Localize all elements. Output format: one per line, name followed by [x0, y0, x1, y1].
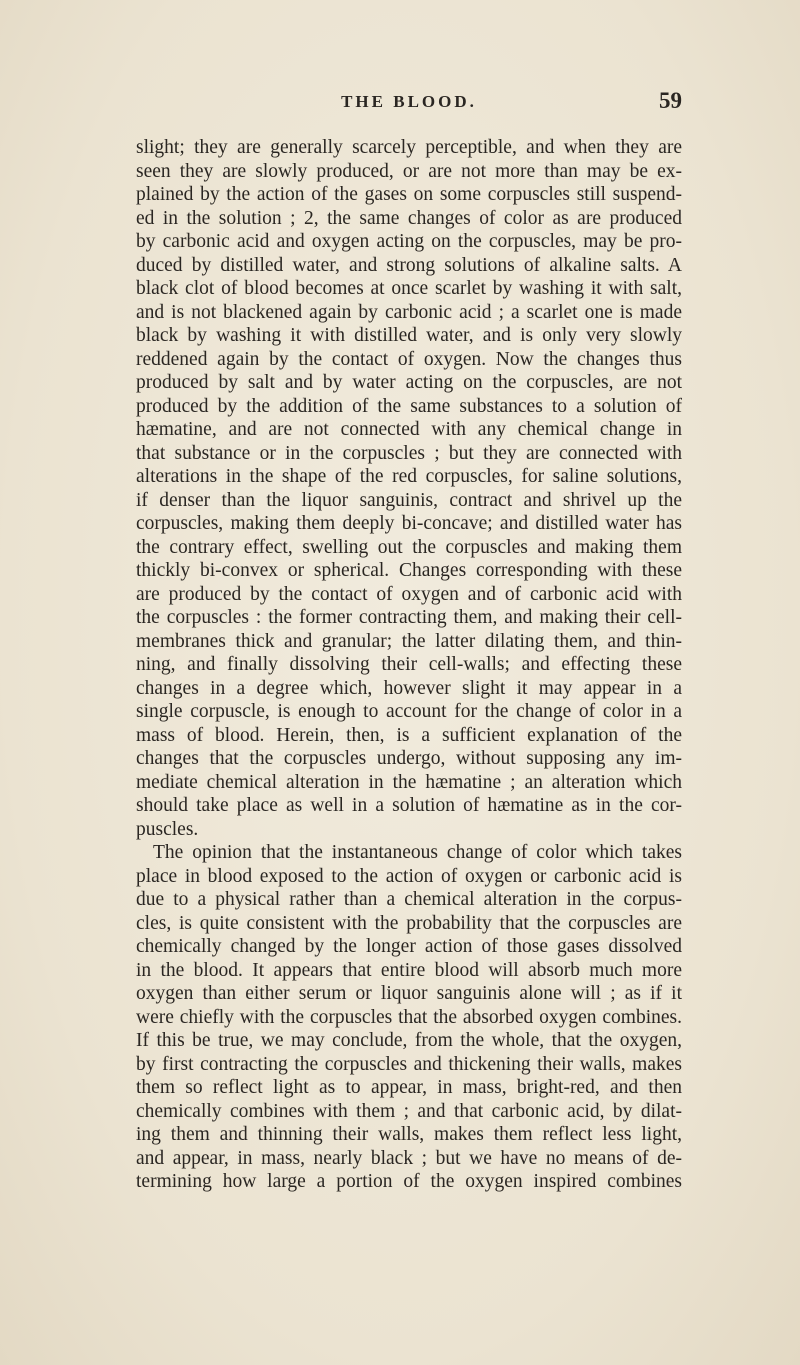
text-line: seen they are slowly produced, or are not more than may be ex- [136, 160, 682, 182]
text-line: by carbonic acid and oxygen acting on the corpuscles, may be pro- [136, 231, 682, 252]
text-line: due to a physical rather than a chemical alteration in the corpus- [136, 889, 682, 910]
text-line: reddened again by the contact of oxygen. Now the changes thus [136, 348, 682, 370]
text-line: membranes thick and granular; the latter dilating them, and thin- [136, 630, 682, 652]
text-line: hæmatine, and are not connected with any chemical change in [136, 419, 682, 440]
text-line: that substance or in the corpuscles ; but they are connected with [136, 442, 682, 464]
text-line: black by washing it with distilled water, and is only very slowly [136, 325, 682, 346]
text-line: produced by salt and by water acting on the corpuscles, are not [136, 372, 682, 393]
running-head [136, 88, 682, 118]
text-line: corpuscles, making them deeply bi-concave; and distilled water has [136, 513, 682, 534]
text-line: If this be true, we may conclude, from the whole, that the oxygen, [136, 1030, 682, 1051]
text-line: duced by distilled water, and strong solutions of alkaline salts. A [136, 254, 682, 276]
text-line: ning, and finally dissolving their cell-walls; and effecting these [136, 654, 682, 675]
text-line: ing them and thinning their walls, makes them reflect less light, [136, 1124, 682, 1145]
body-text [136, 136, 682, 1194]
text-line: The opinion that the instantaneous change of color which takes [153, 842, 682, 863]
text-line: by first contracting the corpuscles and thickening their walls, makes [136, 1053, 682, 1075]
text-line: were chiefly with the corpuscles that the absorbed oxygen combines. [136, 1006, 682, 1028]
text-line: place in blood exposed to the action of oxygen or carbonic acid is [136, 865, 682, 887]
text-line: alterations in the shape of the red corpuscles, for saline solutions, [136, 466, 682, 487]
running-title: THE BLOOD. [341, 92, 477, 111]
text-line: termining how large a portion of the oxygen inspired combines [136, 1171, 682, 1192]
text-line: are produced by the contact of oxygen and of carbonic acid with [136, 583, 682, 605]
text-line: slight; they are generally scarcely perceptible, and when they are [136, 137, 682, 158]
text-line: black clot of blood becomes at once scarlet by washing it with salt, [136, 278, 682, 299]
text-line: chemically changed by the longer action of those gases dissolved [136, 936, 682, 957]
text-line: changes that the corpuscles undergo, without supposing any im- [136, 748, 682, 769]
text-line: oxygen than either serum or liquor sanguinis alone will ; as if it [136, 983, 682, 1004]
page-number: 59 [659, 88, 682, 113]
text-line: cles, is quite consistent with the probability that the corpuscles are [136, 912, 682, 934]
text-line: the corpuscles : the former contracting them, and making their cell- [136, 607, 682, 628]
text-line: ed in the solution ; 2, the same changes of color as are produced [136, 207, 682, 229]
text-line: plained by the action of the gases on some corpuscles still suspend- [136, 184, 682, 205]
text-line: them so reflect light as to appear, in mass, bright-red, and then [136, 1077, 682, 1098]
text-line: should take place as well in a solution of hæmatine as in the cor- [136, 795, 682, 816]
text-line: chemically combines with them ; and that carbonic acid, by dilat- [136, 1100, 682, 1122]
text-line: if denser than the liquor sanguinis, contract and shrivel up the [136, 489, 682, 511]
text-line: produced by the addition of the same substances to a solution of [136, 395, 682, 417]
text-line: mediate chemical alteration in the hæmatine ; an alteration which [136, 771, 682, 793]
text-line: and appear, in mass, nearly black ; but we have no means of de- [136, 1147, 682, 1169]
text-line: changes in a degree which, however slight it may appear in a [136, 677, 682, 699]
text-line: and is not blackened again by carbonic acid ; a scarlet one is made [136, 301, 682, 323]
text-line: in the blood. It appears that entire blood will absorb much more [136, 959, 682, 981]
text-line: single corpuscle, is enough to account for the change of color in a [136, 701, 682, 722]
text-line: thickly bi-convex or spherical. Changes corresponding with these [136, 560, 682, 581]
text-line: mass of blood. Herein, then, is a sufficient explanation of the [136, 724, 682, 746]
text-line: puscles. [136, 818, 199, 840]
text-line: the contrary effect, swelling out the corpuscles and making them [136, 536, 682, 558]
